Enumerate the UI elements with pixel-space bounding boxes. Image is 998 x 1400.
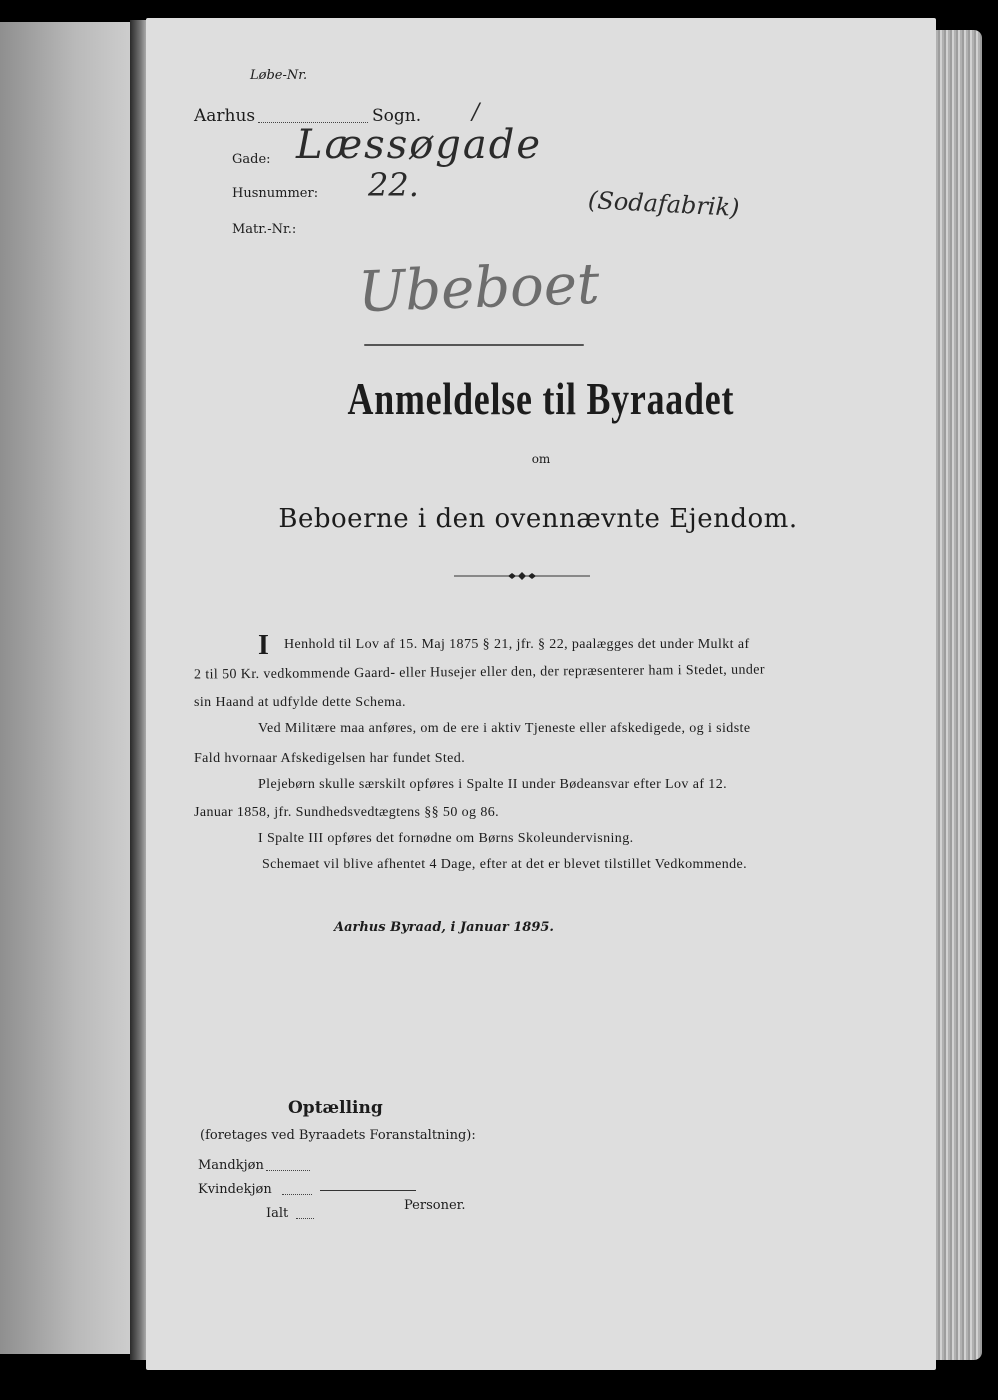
instruction-line: Schemaet vil blive afhentet 4 Dage, efter at det er blevet tilstillet Vedkommende. [262,857,748,872]
sum-line [320,1190,416,1191]
instruction-line: Ved Militære maa anføres, om de ere i aktiv Tjeneste eller afskedigede, og i sidste [258,721,751,736]
gade-value: Læssøgade [296,122,543,168]
instruction-line: Plejebørn skulle særskilt opføres i Spalte II under Bødeansvar efter Lov af 12. [258,777,727,792]
left-page [0,22,136,1354]
personer-label: Personer. [404,1198,466,1213]
husnummer-value: 22. [368,166,419,204]
instruction-line: sin Haand at udfylde dette Schema. [194,695,406,710]
instruction-line: Fald hvornaar Afskedigelsen har fundet Sted. [194,751,466,766]
instruction-line: Henhold til Lov af 15. Maj 1875 § 21, jfr. § 22, paalægges det under Mulkt af [284,637,750,652]
mandkjon-dots [266,1170,310,1171]
page-edges [932,30,982,1360]
form-title: Anmeldelse til Byraadet [347,373,735,424]
sogn-label: Sogn. [372,106,422,126]
instruction-line: Januar 1858, jfr. Sundhedsvedtægtens §§ 50 og 86. [194,805,500,820]
mandkjon-label: Mandkjøn [198,1158,264,1173]
instruction-line: I Spalte III opføres det fornødne om Børns Skoleundervisning. [258,831,634,846]
sogn-value: / [472,100,480,125]
status-underline [364,344,584,346]
title-om: om [531,452,551,466]
kvindekjon-label: Kvindekjøn [198,1182,272,1197]
ialt-label: Ialt [266,1206,289,1221]
signature: Aarhus Byraad, i Januar 1895. [334,920,554,935]
note-value: (Sodafabrik) [587,186,741,222]
form-subtitle: Beboerne i den ovennævnte Ejendom. [278,504,798,534]
gade-label: Gade: [232,152,271,167]
matr-label: Matr.-Nr.: [232,222,297,237]
ornament-divider [454,568,590,584]
instruction-line: 2 til 50 Kr. vedkommende Gaard- eller Husejer eller den, der repræsenterer ham i Stedet, under [193,662,766,683]
kvindekjon-dots [282,1194,312,1195]
ialt-dots [296,1218,314,1219]
document-page [146,18,936,1370]
status-value: Ubeboet [356,251,601,326]
count-heading: Optælling [288,1098,383,1118]
husnummer-label: Husnummer: [232,186,319,201]
dropcap: I [258,630,269,661]
title-wrap [146,372,936,425]
city-label: Aarhus [194,106,256,126]
count-subheading: (foretages ved Byraadets Foranstaltning): [200,1128,476,1143]
lobe-nr-label: Løbe-Nr. [250,68,308,83]
